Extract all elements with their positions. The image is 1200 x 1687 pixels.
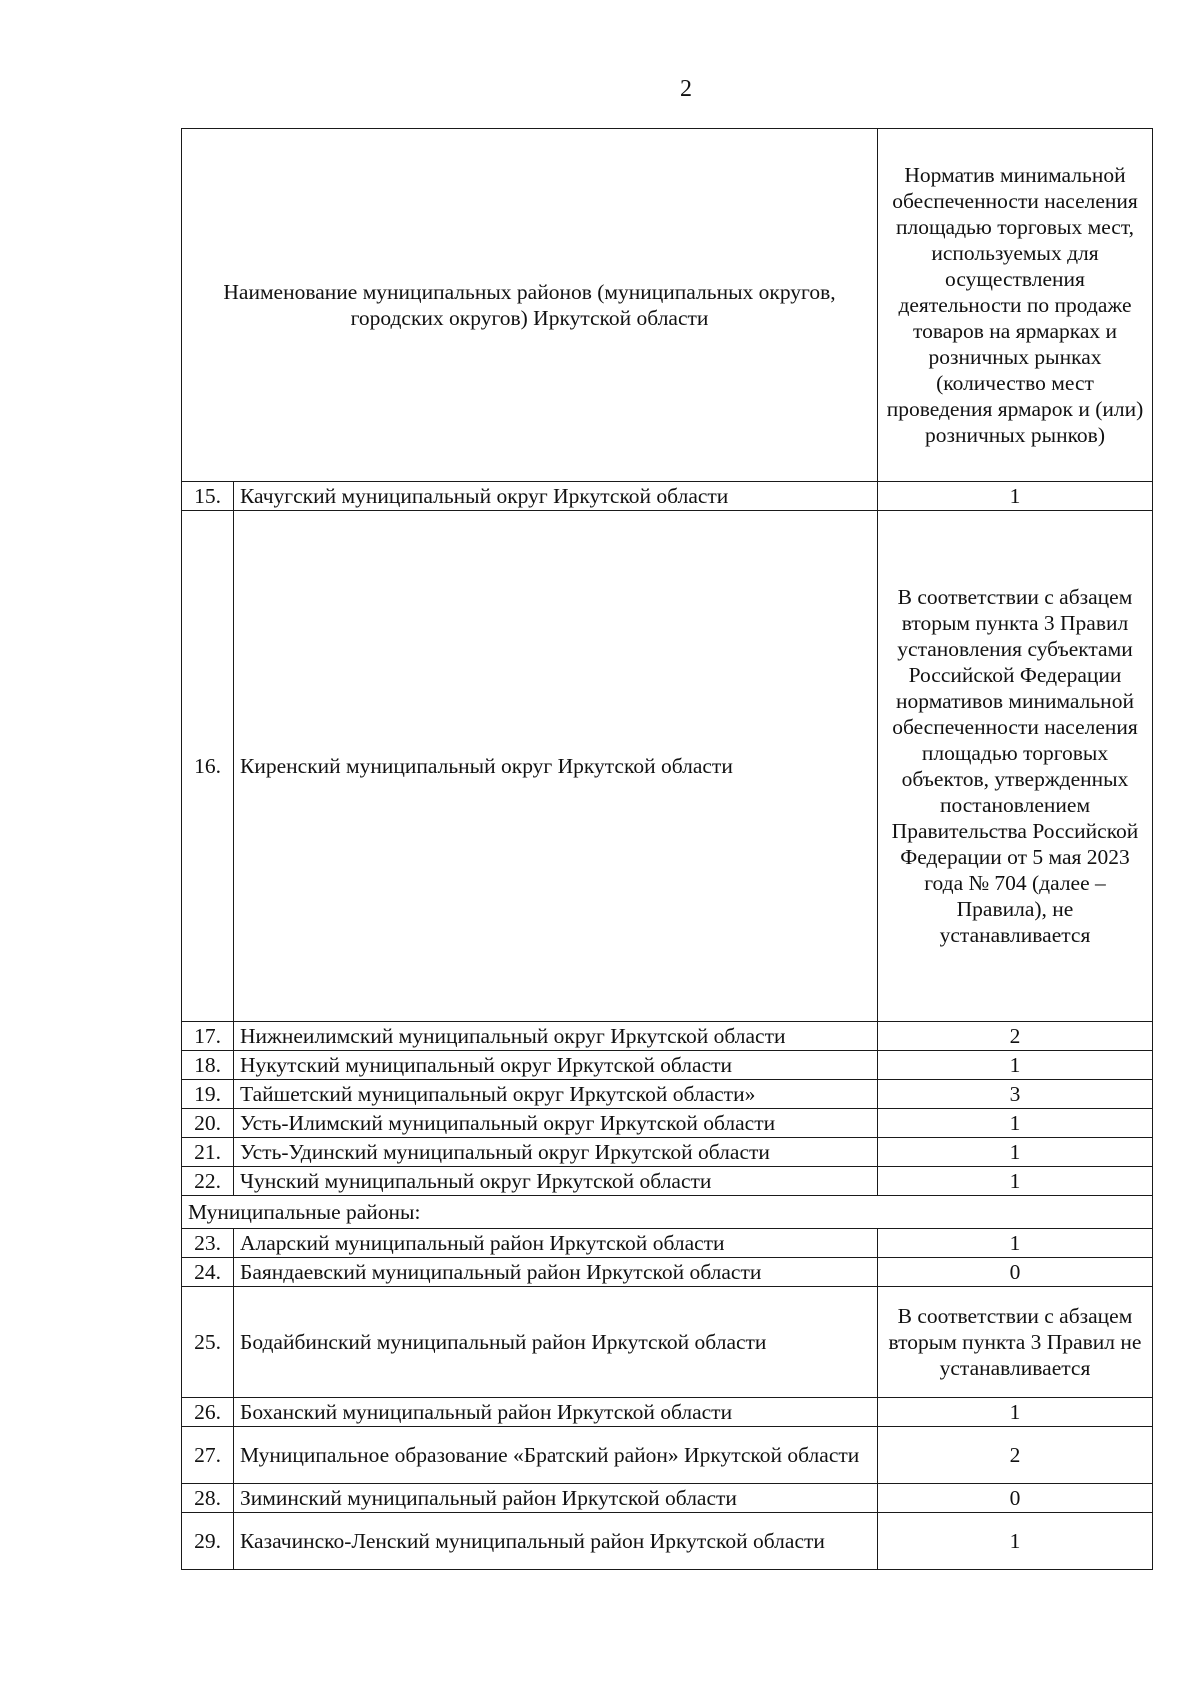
row-value: 1 xyxy=(878,1513,1153,1570)
table-row xyxy=(182,511,1153,1022)
okrug-rows xyxy=(182,482,1153,1196)
row-value: 1 xyxy=(878,1051,1153,1080)
row-number: 29. xyxy=(182,1513,234,1570)
row-number: 23. xyxy=(182,1229,234,1258)
row-number: 27. xyxy=(182,1427,234,1484)
row-name: Чунский муниципальный округ Иркутской области xyxy=(234,1167,878,1196)
row-name: Бодайбинский муниципальный район Иркутской области xyxy=(234,1287,878,1398)
section-title: Муниципальные районы: xyxy=(182,1196,1153,1229)
page-number: 2 xyxy=(680,76,692,102)
table-row xyxy=(182,1258,1153,1287)
row-name: Качугский муниципальный округ Иркутской области xyxy=(234,482,878,511)
row-value: 1 xyxy=(878,1398,1153,1427)
row-number: 20. xyxy=(182,1109,234,1138)
row-number: 25. xyxy=(182,1287,234,1398)
row-value: 2 xyxy=(878,1427,1153,1484)
header-name-column: Наименование муниципальных районов (муниципальных округов, городских округов) Иркутской области xyxy=(182,129,878,482)
table-row xyxy=(182,1051,1153,1080)
table-row xyxy=(182,1167,1153,1196)
row-number: 17. xyxy=(182,1022,234,1051)
table-row xyxy=(182,1138,1153,1167)
row-value: 3 xyxy=(878,1080,1153,1109)
table-row xyxy=(182,1109,1153,1138)
row-name: Боханский муниципальный район Иркутской области xyxy=(234,1398,878,1427)
table-row xyxy=(182,1229,1153,1258)
row-number: 19. xyxy=(182,1080,234,1109)
row-number: 21. xyxy=(182,1138,234,1167)
table-row xyxy=(182,482,1153,511)
section-rayony xyxy=(182,1196,1153,1229)
row-value: 1 xyxy=(878,1167,1153,1196)
row-value: 0 xyxy=(878,1484,1153,1513)
table-row xyxy=(182,1287,1153,1398)
table-row xyxy=(182,1398,1153,1427)
table-row xyxy=(182,1022,1153,1051)
row-value: 1 xyxy=(878,1109,1153,1138)
row-name: Зиминский муниципальный район Иркутской области xyxy=(234,1484,878,1513)
row-name: Баяндаевский муниципальный район Иркутской области xyxy=(234,1258,878,1287)
row-name: Казачинско-Ленский муниципальный район Иркутской области xyxy=(234,1513,878,1570)
rayon-rows xyxy=(182,1229,1153,1570)
row-name: Усть-Илимский муниципальный округ Иркутской области xyxy=(234,1109,878,1138)
row-value: 1 xyxy=(878,1138,1153,1167)
table-header-row xyxy=(182,129,1153,482)
row-number: 15. xyxy=(182,482,234,511)
normatives-table xyxy=(181,128,1153,1570)
row-name: Усть-Удинский муниципальный округ Иркутской области xyxy=(234,1138,878,1167)
row-name: Нижнеилимский муниципальный округ Иркутской области xyxy=(234,1022,878,1051)
row-number: 22. xyxy=(182,1167,234,1196)
table-row xyxy=(182,1513,1153,1570)
row-number: 24. xyxy=(182,1258,234,1287)
row-number: 18. xyxy=(182,1051,234,1080)
row-value: 2 xyxy=(878,1022,1153,1051)
row-value: В соответствии с абзацем вторым пункта 3 Правил установления субъектами Российской Федерации нормативов минимальной обеспеченности населения площадью торговых объектов, утвержденных постановлением Правительства Российской Федерации от 5 мая 2023 года № 704 (далее – Правила), не устанавливается xyxy=(878,511,1153,1022)
row-name: Нукутский муниципальный округ Иркутской области xyxy=(234,1051,878,1080)
row-number: 16. xyxy=(182,511,234,1022)
section-row xyxy=(182,1196,1153,1229)
row-value: В соответствии с абзацем вторым пункта 3 Правил не устанавливается xyxy=(878,1287,1153,1398)
row-name: Аларский муниципальный район Иркутской области xyxy=(234,1229,878,1258)
row-name: Муниципальное образование «Братский район» Иркутской области xyxy=(234,1427,878,1484)
table-row xyxy=(182,1484,1153,1513)
row-value: 1 xyxy=(878,482,1153,511)
row-number: 26. xyxy=(182,1398,234,1427)
row-name: Тайшетский муниципальный округ Иркутской области» xyxy=(234,1080,878,1109)
row-value: 0 xyxy=(878,1258,1153,1287)
header-value-column: Норматив минимальной обеспеченности населения площадью торговых мест, используемых для осуществления деятельности по продаже товаров на ярмарках и розничных рынках (количество мест проведения ярмарок и (или) розничных рынков) xyxy=(878,129,1153,482)
table-row xyxy=(182,1080,1153,1109)
row-name: Киренский муниципальный округ Иркутской области xyxy=(234,511,878,1022)
row-value: 1 xyxy=(878,1229,1153,1258)
row-number: 28. xyxy=(182,1484,234,1513)
table-row xyxy=(182,1427,1153,1484)
